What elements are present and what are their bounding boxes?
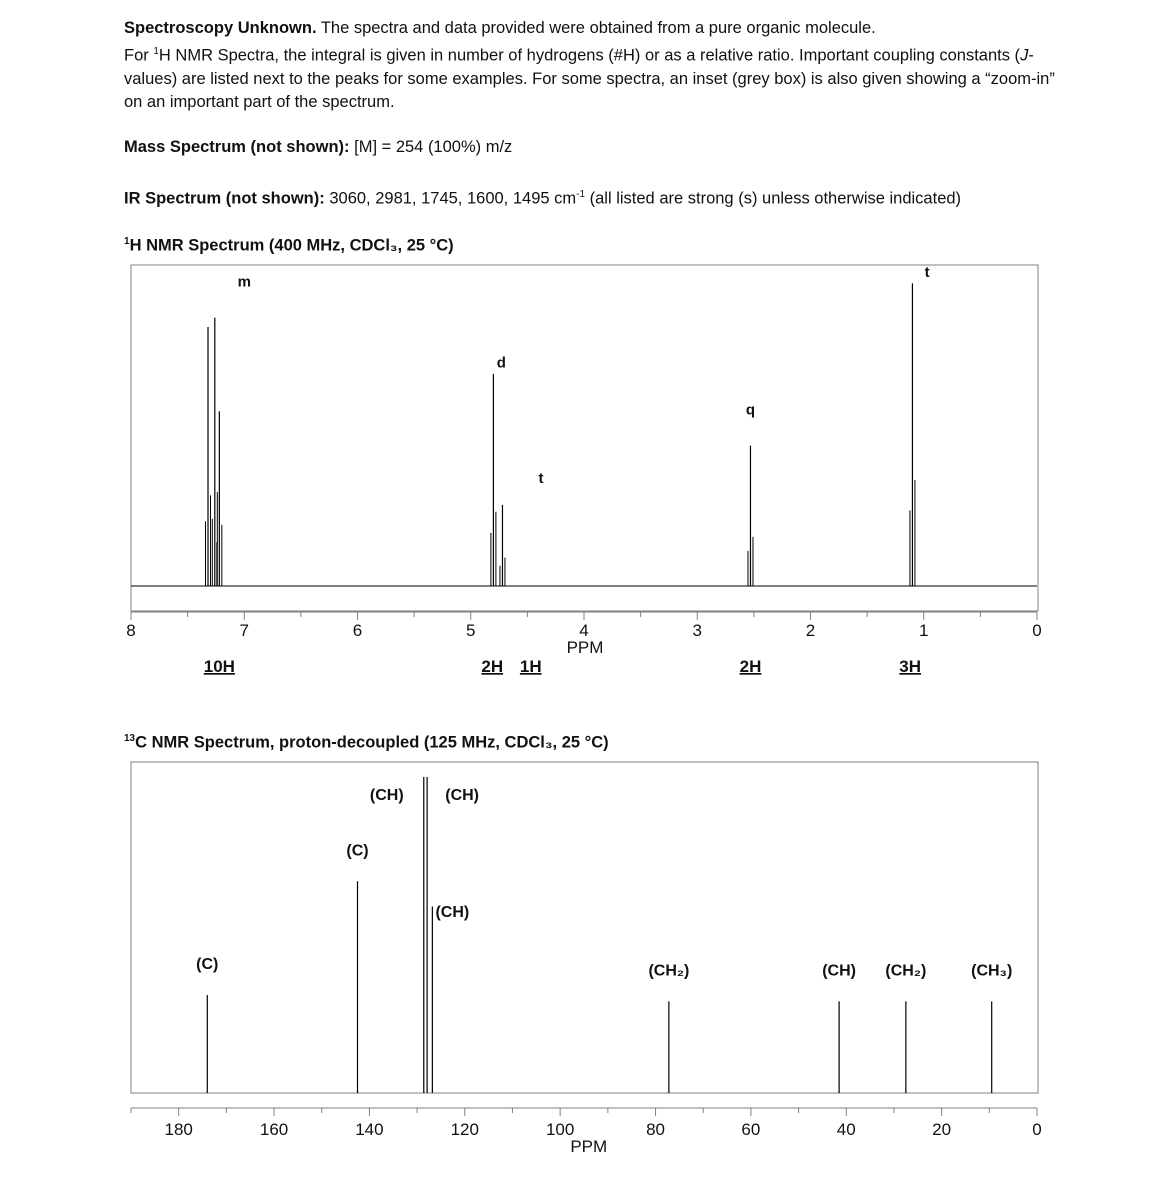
c-tick-label: 180 bbox=[164, 1120, 193, 1139]
h-tick-label: 2 bbox=[805, 621, 816, 640]
mass-label: Mass Spectrum (not shown): bbox=[124, 138, 350, 156]
intro-text-a: For bbox=[124, 46, 154, 65]
c-peak-label: (CH) bbox=[435, 904, 470, 921]
c-nmr-plot bbox=[131, 777, 1042, 1156]
c-peak-label: (CH₂) bbox=[885, 962, 927, 980]
intro-sentence: The spectra and data provided were obtained from a pure organic molecule. bbox=[316, 19, 876, 37]
c-tick-label: 140 bbox=[355, 1120, 384, 1139]
h-tick-label: 6 bbox=[352, 621, 363, 640]
c-peak-label: (CH) bbox=[369, 787, 404, 804]
ir-value-b: (all listed are strong (s) unless otherwise indicated) bbox=[585, 189, 962, 208]
h-integral-label: 2H bbox=[739, 657, 762, 676]
h-tick-label: 1 bbox=[919, 621, 929, 640]
intro-title: Spectroscopy Unknown. bbox=[124, 19, 317, 37]
h-integral-label: 1H bbox=[519, 657, 542, 676]
c-x-axis-label: PPM bbox=[570, 1137, 608, 1156]
h-nmr-frame bbox=[131, 265, 1038, 611]
c-tick-label: 20 bbox=[932, 1120, 952, 1139]
intro-sup: 1 bbox=[153, 46, 159, 57]
h-x-axis-label: PPM bbox=[566, 638, 604, 657]
h-integral-label: 2H bbox=[481, 657, 504, 676]
h-nmr-plot bbox=[126, 264, 1041, 676]
ir-sup: -1 bbox=[576, 189, 586, 200]
c-title-sup: 13 bbox=[124, 733, 136, 744]
intro-text-c: -values) are listed next to the peaks for some examples. For some spectra, an inset (grey box) is also given showing a “zoom-in” on an important part of the spectrum. bbox=[124, 46, 1055, 111]
h-tick-label: 7 bbox=[239, 621, 249, 640]
c-peak-label: (C) bbox=[346, 842, 369, 860]
c-peak-label: (CH₂) bbox=[648, 962, 690, 980]
h-multiplicity-label: d bbox=[496, 354, 506, 372]
c-tick-label: 80 bbox=[646, 1120, 665, 1139]
c-title-text: C NMR Spectrum, proton-decoupled (125 MHz, CDCl₃, 25 °C) bbox=[135, 733, 609, 752]
h-multiplicity-label: t bbox=[924, 264, 930, 282]
mass-value: [M] = 254 (100%) m/z bbox=[354, 138, 513, 156]
c-tick-label: 0 bbox=[1032, 1120, 1042, 1139]
c-tick-label: 60 bbox=[741, 1120, 761, 1139]
c-peak-label: (C) bbox=[196, 956, 219, 974]
ir-label: IR Spectrum (not shown): bbox=[124, 189, 325, 208]
h-integral-label: 3H bbox=[899, 657, 922, 676]
c-tick-label: 100 bbox=[545, 1120, 575, 1139]
h-multiplicity-label: t bbox=[538, 470, 544, 488]
ir-value-a: 3060, 2981, 1745, 1600, 1495 cm bbox=[329, 189, 577, 208]
h-title-sup: 1 bbox=[124, 236, 130, 247]
h-tick-label: 0 bbox=[1032, 621, 1042, 640]
h-multiplicity-label: m bbox=[237, 273, 251, 291]
h-tick-label: 4 bbox=[579, 621, 589, 640]
h-tick-label: 3 bbox=[692, 621, 702, 640]
c-tick-label: 120 bbox=[450, 1120, 479, 1139]
h-tick-label: 8 bbox=[126, 621, 136, 640]
c-nmr-frame bbox=[131, 762, 1038, 1093]
c-peak-label: (CH) bbox=[445, 787, 480, 804]
h-multiplicity-label: q bbox=[745, 401, 756, 419]
h-title-text: H NMR Spectrum (400 MHz, CDCl₃, 25 °C) bbox=[129, 236, 454, 255]
h-tick-label: 5 bbox=[466, 621, 476, 640]
c-tick-label: 160 bbox=[259, 1120, 289, 1139]
c-peak-label: (CH₃) bbox=[971, 962, 1013, 980]
h-integral-label: 10H bbox=[203, 657, 235, 676]
intro-text-b: H NMR Spectra, the integral is given in number of hydrogens (#H) or as a relative ratio. Important coupling constants ( bbox=[158, 46, 1021, 65]
c-peak-label: (CH) bbox=[822, 962, 856, 980]
c-tick-label: 40 bbox=[836, 1120, 856, 1139]
intro-j: J bbox=[1020, 46, 1029, 65]
